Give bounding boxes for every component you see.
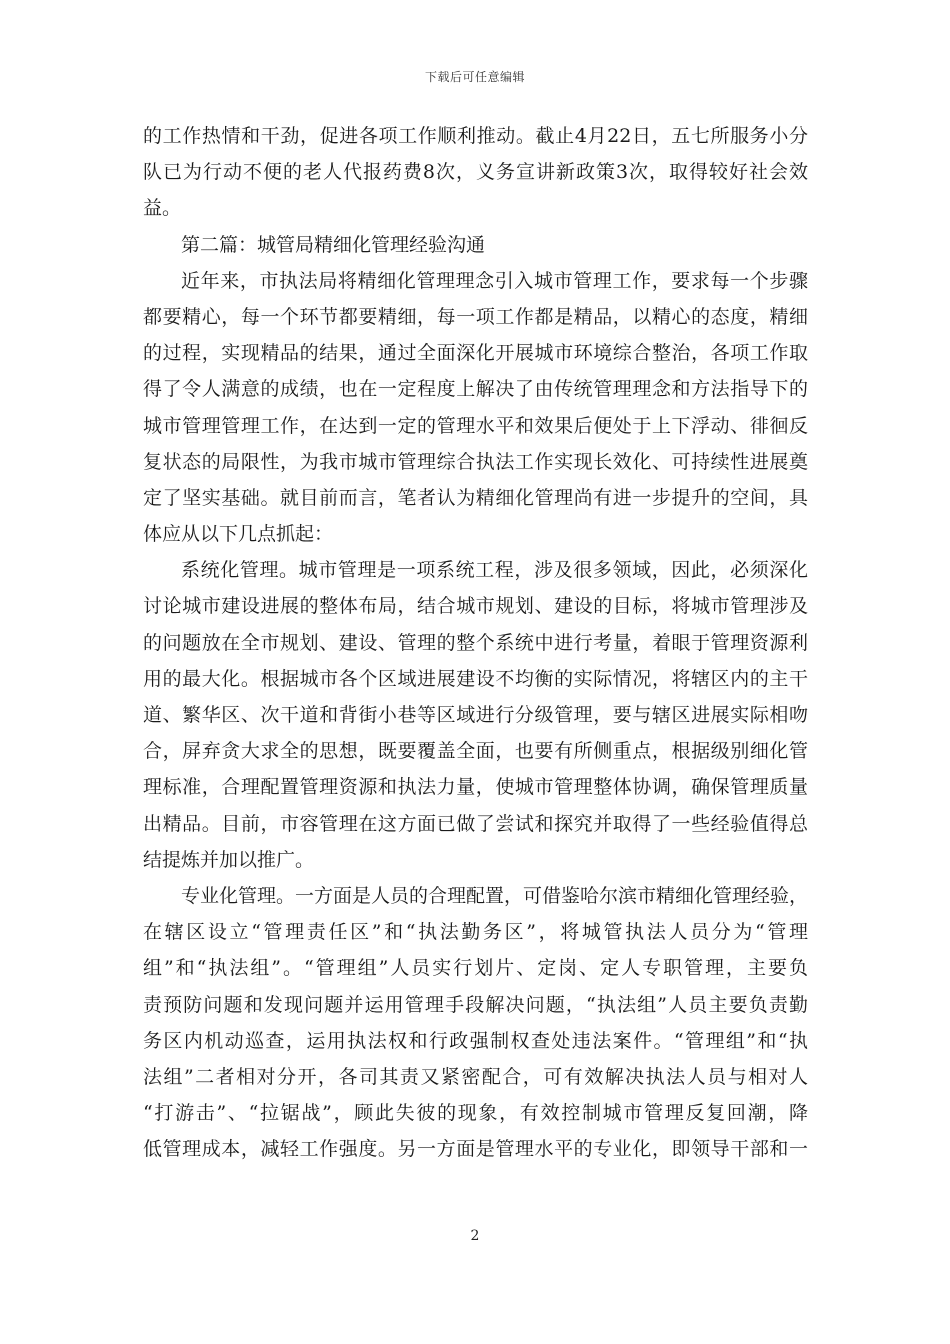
- text-line: 用的最大化。根据城市各个区域进展建设不均衡的实际情况，将辖区内的主干: [143, 667, 808, 690]
- text-line: 的过程，实现精品的结果，通过全面深化开展城市环境综合整治，各项工作取: [143, 342, 808, 365]
- text-line: 道、繁华区、次干道和背街小巷等区域进行分级管理，要与辖区进展实际相吻: [143, 704, 808, 726]
- text-line: 的工作热情和干劲，促进各项工作顺利推动。截止4月22日，五七所服务小分: [143, 125, 808, 147]
- text-line: 合，屏弃贪大求全的思想，既要覆盖全面，也要有所侧重点，根据级别细化管: [143, 740, 808, 763]
- text-line: 低管理成本，减轻工作强度。另一方面是管理水平的专业化，即领导干部和一: [143, 1138, 808, 1161]
- text-line: 出精品。目前，市容管理在这方面已做了尝试和探究并取得了一些经验值得总: [143, 812, 808, 835]
- text-line: 益。: [143, 197, 182, 220]
- text-line: 城市管理管理工作，在达到一定的管理水平和效果后便处于上下浮动、徘徊反: [143, 414, 808, 437]
- text-line: 定了坚实基础。就目前而言，笔者认为精细化管理尚有进一步提升的空间，具: [143, 486, 808, 509]
- text-line: 组”和“执法组”。“管理组”人员实行划片、定岗、定人专职管理，主要负: [143, 957, 808, 980]
- text-line: 法组”二者相对分开，各司其责又紧密配合，可有效解决执法人员与相对人: [143, 1065, 808, 1088]
- text-line: 在辖区设立“管理责任区”和“执法勤务区”，将城管执法人员分为“管理: [143, 921, 808, 944]
- text-line: 都要精心，每一个环节都要精细，每一项工作都是精品，以精心的态度，精细: [143, 305, 808, 328]
- text-line: 理标准，合理配置管理资源和执法力量，使城市管理整体协调，确保管理质量: [143, 776, 808, 799]
- text-line: 责预防问题和发现问题并运用管理手段解决问题，“执法组”人员主要负责勤: [143, 993, 808, 1016]
- text-line: 得了令人满意的成绩，也在一定程度上解决了由传统管理理念和方法指导下的: [143, 378, 808, 401]
- text-line: 系统化管理。城市管理是一项系统工程，涉及很多领域，因此，必须深化: [181, 559, 808, 582]
- text-line: 专业化管理。一方面是人员的合理配置，可借鉴哈尔滨市精细化管理经验，: [181, 884, 809, 907]
- body-text: [143, 118, 808, 1167]
- text-line: 结提炼并加以推广。: [143, 848, 315, 871]
- text-line: 近年来，市执法局将精细化管理理念引入城市管理工作，要求每一个步骤: [181, 269, 808, 292]
- text-line: 复状态的局限性，为我市城市管理综合执法工作实现长效化、可持续性进展奠: [143, 450, 808, 473]
- page-header: 下载后可任意编辑: [424, 70, 525, 84]
- section-heading: 第二篇：城管局精细化管理经验沟通: [181, 233, 486, 256]
- text-line: 队已为行动不便的老人代报药费8次，义务宣讲新政策3次，取得较好社会效: [143, 161, 808, 184]
- text-line: 体应从以下几点抓起：: [143, 523, 334, 546]
- text-line: “打游击”、“拉锯战”，顾此失彼的现象，有效控制城市管理反复回潮，降: [143, 1102, 808, 1125]
- text-line: 的问题放在全市规划、建设、管理的整个系统中进行考量，着眼于管理资源利: [143, 631, 808, 654]
- page-number: 2: [470, 1228, 480, 1244]
- text-line: 讨论城市建设进展的整体布局，结合城市规划、建设的目标，将城市管理涉及: [143, 595, 808, 618]
- text-line: 务区内机动巡查，运用执法权和行政强制权查处违法案件。“管理组”和“执: [143, 1029, 808, 1052]
